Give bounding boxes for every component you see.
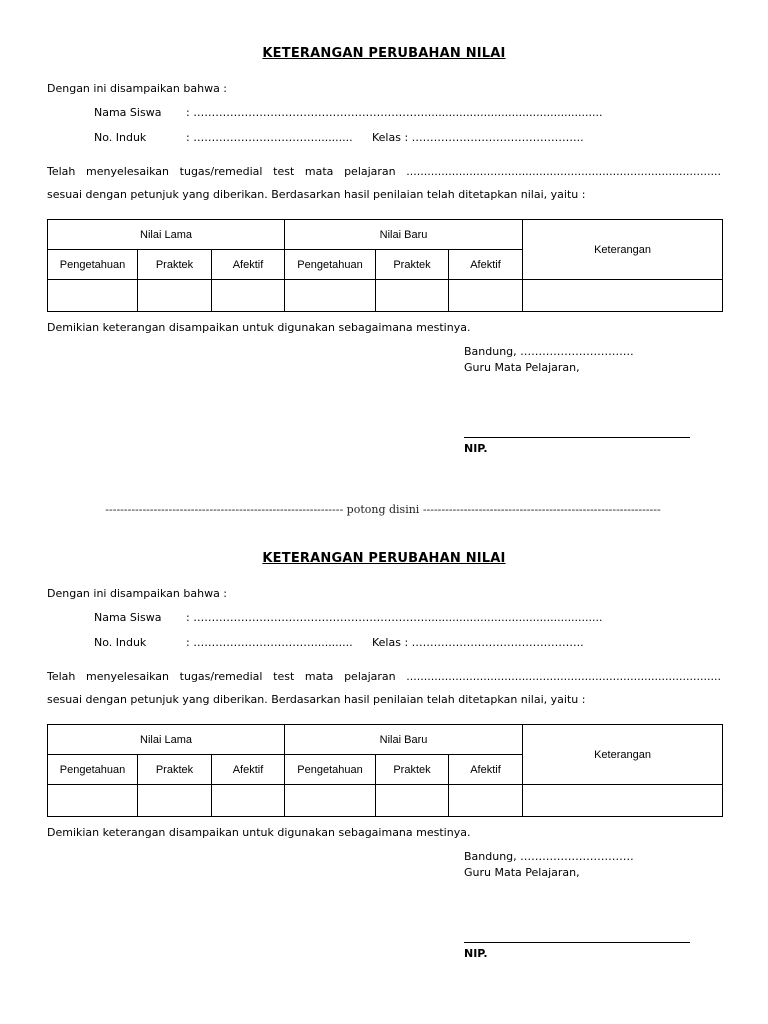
old-grade-header: Nilai Lama — [48, 725, 285, 755]
old-affective-header: Afektif — [212, 250, 285, 280]
completion-statement: Telah menyelesaikan tugas/remedial test mata pelajaran .......................................................................................... — [47, 670, 721, 683]
student-name-label: Nama Siswa — [94, 611, 162, 624]
old-knowledge-cell[interactable] — [48, 785, 138, 817]
old-practice-cell[interactable] — [138, 785, 212, 817]
cut-line: ---------------------------------------------------------------- potong disini ---------------------------------------------------------------- — [105, 503, 661, 516]
new-practice-header: Praktek — [376, 250, 449, 280]
old-affective-cell[interactable] — [212, 785, 285, 817]
student-id-label: No. Induk — [94, 131, 147, 144]
form-title: KETERANGAN PERUBAHAN NILAI — [262, 551, 506, 566]
old-practice-header: Praktek — [138, 250, 212, 280]
assessment-statement: sesuai dengan petunjuk yang diberikan. Berdasarkan hasil penilaian telah ditetapkan nilai, yaitu : — [47, 188, 586, 201]
student-id-field: : ……………………………........... — [186, 636, 353, 649]
old-affective-header: Afektif — [212, 755, 285, 785]
new-knowledge-cell[interactable] — [285, 280, 376, 312]
closing-text: Demikian keterangan disampaikan untuk digunakan sebagaimana mestinya. — [47, 321, 471, 334]
signer-role: Guru Mata Pelajaran, — [464, 361, 580, 374]
new-affective-cell[interactable] — [449, 280, 523, 312]
remarks-cell[interactable] — [523, 785, 723, 817]
class-field: Kelas : ……………………………………….. — [372, 636, 584, 649]
nip-label: NIP. — [464, 947, 488, 960]
closing-text: Demikian keterangan disampaikan untuk digunakan sebagaimana mestinya. — [47, 826, 471, 839]
remarks-header: Keterangan — [523, 725, 723, 785]
signer-role: Guru Mata Pelajaran, — [464, 866, 580, 879]
signature-line — [464, 942, 690, 943]
form-top — [0, 0, 768, 460]
form-bottom — [0, 505, 768, 965]
student-name-label: Nama Siswa — [94, 106, 162, 119]
new-affective-cell[interactable] — [449, 785, 523, 817]
new-practice-cell[interactable] — [376, 785, 449, 817]
grades-table — [47, 219, 723, 312]
assessment-statement: sesuai dengan petunjuk yang diberikan. Berdasarkan hasil penilaian telah ditetapkan nilai, yaitu : — [47, 693, 586, 706]
new-practice-header: Praktek — [376, 755, 449, 785]
intro-text: Dengan ini disampaikan bahwa : — [47, 82, 228, 95]
old-affective-cell[interactable] — [212, 280, 285, 312]
remarks-header: Keterangan — [523, 220, 723, 280]
new-grade-header: Nilai Baru — [285, 725, 523, 755]
new-knowledge-header: Pengetahuan — [285, 250, 376, 280]
new-grade-header: Nilai Baru — [285, 220, 523, 250]
form-title: KETERANGAN PERUBAHAN NILAI — [262, 46, 506, 61]
student-name-field: : ………………………………………………………................................................... — [186, 106, 603, 119]
old-practice-header: Praktek — [138, 755, 212, 785]
new-knowledge-cell[interactable] — [285, 785, 376, 817]
class-field: Kelas : ……………………………………….. — [372, 131, 584, 144]
intro-text: Dengan ini disampaikan bahwa : — [47, 587, 228, 600]
old-practice-cell[interactable] — [138, 280, 212, 312]
completion-statement: Telah menyelesaikan tugas/remedial test mata pelajaran .......................................................................................... — [47, 165, 721, 178]
grades-table — [47, 724, 723, 817]
new-affective-header: Afektif — [449, 250, 523, 280]
place-date-field: Bandung, …………………………. — [464, 345, 634, 358]
place-date-field: Bandung, …………………………. — [464, 850, 634, 863]
signature-line — [464, 437, 690, 438]
old-grade-header: Nilai Lama — [48, 220, 285, 250]
student-id-label: No. Induk — [94, 636, 147, 649]
nip-label: NIP. — [464, 442, 488, 455]
new-practice-cell[interactable] — [376, 280, 449, 312]
old-knowledge-header: Pengetahuan — [48, 755, 138, 785]
old-knowledge-cell[interactable] — [48, 280, 138, 312]
student-id-field: : ……………………………........... — [186, 131, 353, 144]
student-name-field: : ………………………………………………………................................................... — [186, 611, 603, 624]
remarks-cell[interactable] — [523, 280, 723, 312]
new-knowledge-header: Pengetahuan — [285, 755, 376, 785]
old-knowledge-header: Pengetahuan — [48, 250, 138, 280]
new-affective-header: Afektif — [449, 755, 523, 785]
